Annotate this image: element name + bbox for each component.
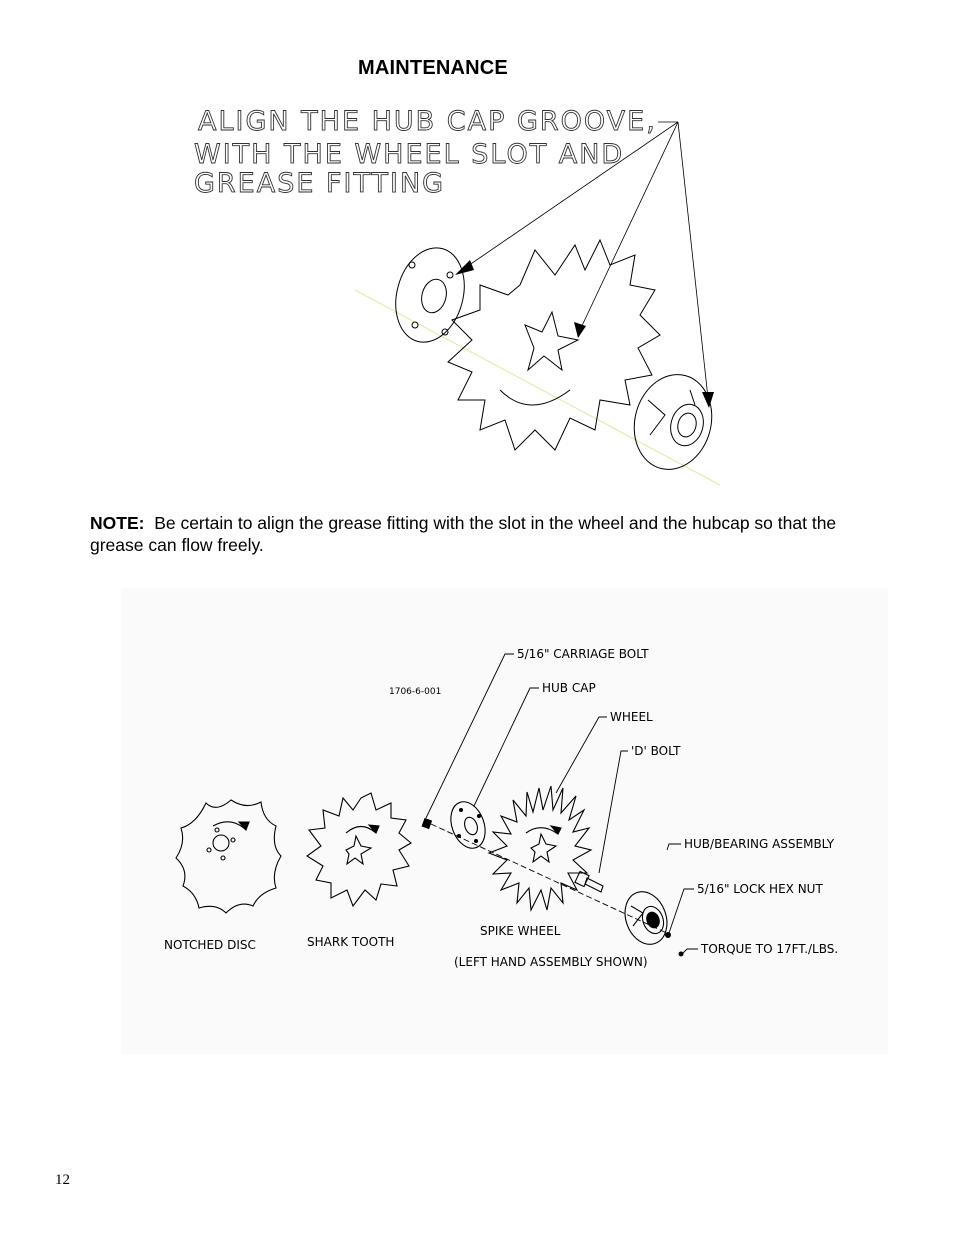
arrowheads [455,260,714,408]
callout-carriage-bolt: 5/16" CARRIAGE BOLT [517,647,649,661]
label-spike-wheel: SPIKE WHEEL [480,924,561,938]
instruction-line-3: GREASE FITTING [194,168,446,199]
notched-disc-part [176,800,281,913]
assembly-caption: (LEFT HAND ASSEMBLY SHOWN) [454,955,648,969]
lock-nut-part [665,932,671,938]
drawing-number: 1706-6-001 [389,687,442,697]
label-notched-disc: NOTCHED DISC [164,938,256,952]
instruction-line-2: WITH THE WHEEL SLOT AND [194,139,625,170]
callout-lock-nut: 5/16" LOCK HEX NUT [697,882,823,896]
hub-bearing-part [624,366,722,478]
callout-d-bolt: 'D' BOLT [631,744,681,758]
hub-cap-part [386,240,475,350]
torque-nut-marker [679,952,684,957]
note-text: Be certain to align the grease fitting with the slot in the wheel and the hubcap so that the grease can flow freely. [90,513,837,555]
page-number: 12 [55,1172,70,1188]
hub-bearing-part-2 [618,886,674,950]
callout-hub-bearing: HUB/BEARING ASSEMBLY [684,837,835,851]
assembly-axis [431,824,669,934]
d-bolt-part [575,871,603,892]
wheel-part [448,240,660,450]
exploded-assembly-diagram [121,588,888,1054]
hub-cap-part-2 [445,797,491,853]
alignment-diagram [190,100,750,500]
axis-line [355,290,720,485]
callout-wheel: WHEEL [610,710,653,724]
note-paragraph [90,512,850,556]
shark-tooth-part [307,793,411,906]
note-label: NOTE: [90,513,145,533]
callout-hub-cap: HUB CAP [542,681,596,695]
spike-wheel-part [489,786,591,910]
page-heading: MAINTENANCE [358,57,508,79]
carriage-bolt-part [422,818,433,829]
label-shark-tooth: SHARK TOOTH [307,935,395,949]
instruction-line-1: ALIGN THE HUB CAP GROOVE, [198,106,657,137]
callout-torque: TORQUE TO 17FT./LBS. [701,942,839,956]
